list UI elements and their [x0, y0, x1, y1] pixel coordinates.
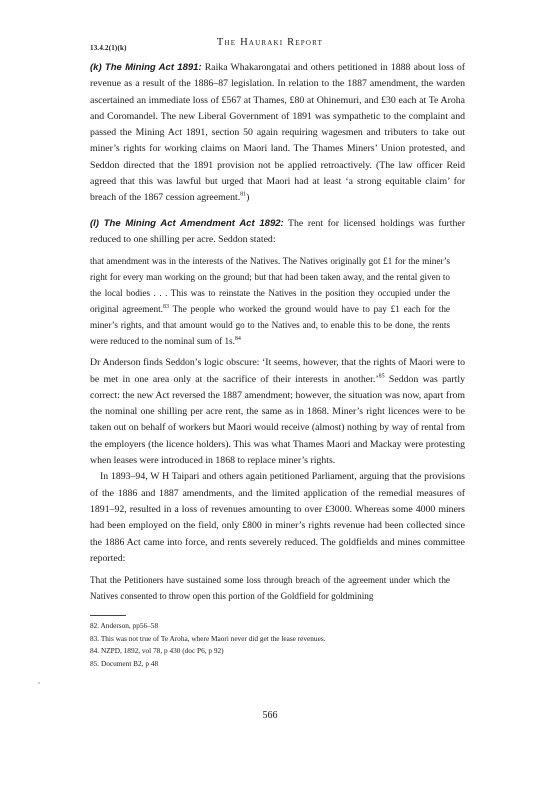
footnote-ref[interactable]: 85 [378, 373, 385, 380]
paragraph-anderson [90, 355, 465, 469]
section-reference: 13.4.2(1)(k) [90, 44, 127, 52]
footnote: 85. Document B2, p 48 [90, 658, 159, 668]
footnote-ref[interactable]: 83 [162, 304, 169, 311]
footnote-rule [90, 615, 126, 616]
paragraph-text: Dr Anderson finds Seddon’s logic obscure: ‘It seems, however, that the rights of Maori were to be met in one area only at the sacrifice of their interests in another.’ [90, 357, 465, 385]
block-quote-seddon [90, 253, 450, 349]
page-number: 566 [262, 710, 278, 721]
footnote: 82. Anderson, pp56–58 [90, 621, 159, 630]
heading-mining-act-1891: (k) The Mining Act 1891: [90, 62, 202, 73]
paragraph-mining-act-1891 [90, 60, 465, 207]
paragraph-text: Seddon was partly correct: the new Act reversed the 1887 amendment; however, the situation was now, apart from the nominal one shilling per acre rent, the same as in 1868. Miner’s right licences were to be taken out on behalf of workers but Maori would receive (almost) nothing by way of rental from the employers (the licence holders). This was what Thames Maori and Mackay were protesting when leases were introduced in 1868 to replace miner’s rights. [90, 373, 465, 467]
scan-speck [38, 682, 40, 684]
paragraph-taipari: In 1893–94, W H Taipari and others again petitioned Parliament, arguing that the provisions of the 1886 and 1887 amendments, and the limited application of the remedial measures of 1891–92, resulted in a loss of revenues amounting to over £3000. Whereas some 4000 miners had been employed on the field, only £800 in miner’s rights revenue had been collected since the 1886 Act came into force, and rents severely reduced. The goldfields and mines committee reported: [90, 471, 465, 564]
heading-mining-act-amendment-1892: (l) The Mining Act Amendment Act 1892: [90, 217, 284, 229]
footnote: 83. This was not true of Te Aroha, where Maori never did get the lease revenues. [90, 633, 326, 643]
paragraph-text-end: ) [246, 192, 250, 204]
body-text [90, 60, 465, 604]
block-quote-committee: That the Petitioners have sustained some loss through breach of the agreement under which the Natives consented to throw open this portion of the Goldfield for goldmining [90, 575, 450, 602]
running-head: The Hauraki Report [216, 37, 324, 48]
quote-text: The people who worked the ground would have to pay £1 each for the miner’s rights, and that amount would go to the Natives and, to enable this to be done, the rents were reduced to the nominal sum of 1s. [90, 304, 450, 347]
footnote-ref[interactable]: 84 [234, 336, 241, 343]
quote-text: that amendment was in the interests of the Natives. The Natives originally got £1 for the miner’s right for every man working on the ground; but that had been taken away, and the rental given to the local bodies . . . This was to reinstate the Natives in the position they occupied under the original agreement. [90, 256, 450, 315]
paragraph-text: The rent for licensed holdings was further reduced to one shilling per acre. Seddon stated: [90, 217, 465, 245]
paragraph-mining-act-amendment-1892 [90, 216, 465, 249]
footnote: 84. NZPD, 1892, vol 78, p 430 (doc P6, p 92) [90, 646, 224, 655]
footnote-ref[interactable]: 81 [240, 192, 247, 199]
footnotes [90, 620, 465, 670]
paragraph-text: Raika Whakarongatai and others petitioned in 1888 about loss of revenue as a result of the 1886–87 legislation. In relation to the 1887 amendment, the warden ascertained an immediate loss of £567 at Thames, £80 at Ohinemuri, and £30 each at Te Aroha and Coromandel. The new Liberal Government of 1891 was sympathetic to the complaint and passed the Mining Act 1891, section 50 again requiring wagesmen and tributers to take out miner’s rights for working claims on Maori land. The Thames Miners’ Union protested, and Seddon directed that the 1891 provision not be applied retroactively. (The law officer Reid agreed that this was lawful but urged that Maori had at least ‘a strong equitable claim’ for breach of the 1867 cession agreement. [90, 62, 465, 204]
